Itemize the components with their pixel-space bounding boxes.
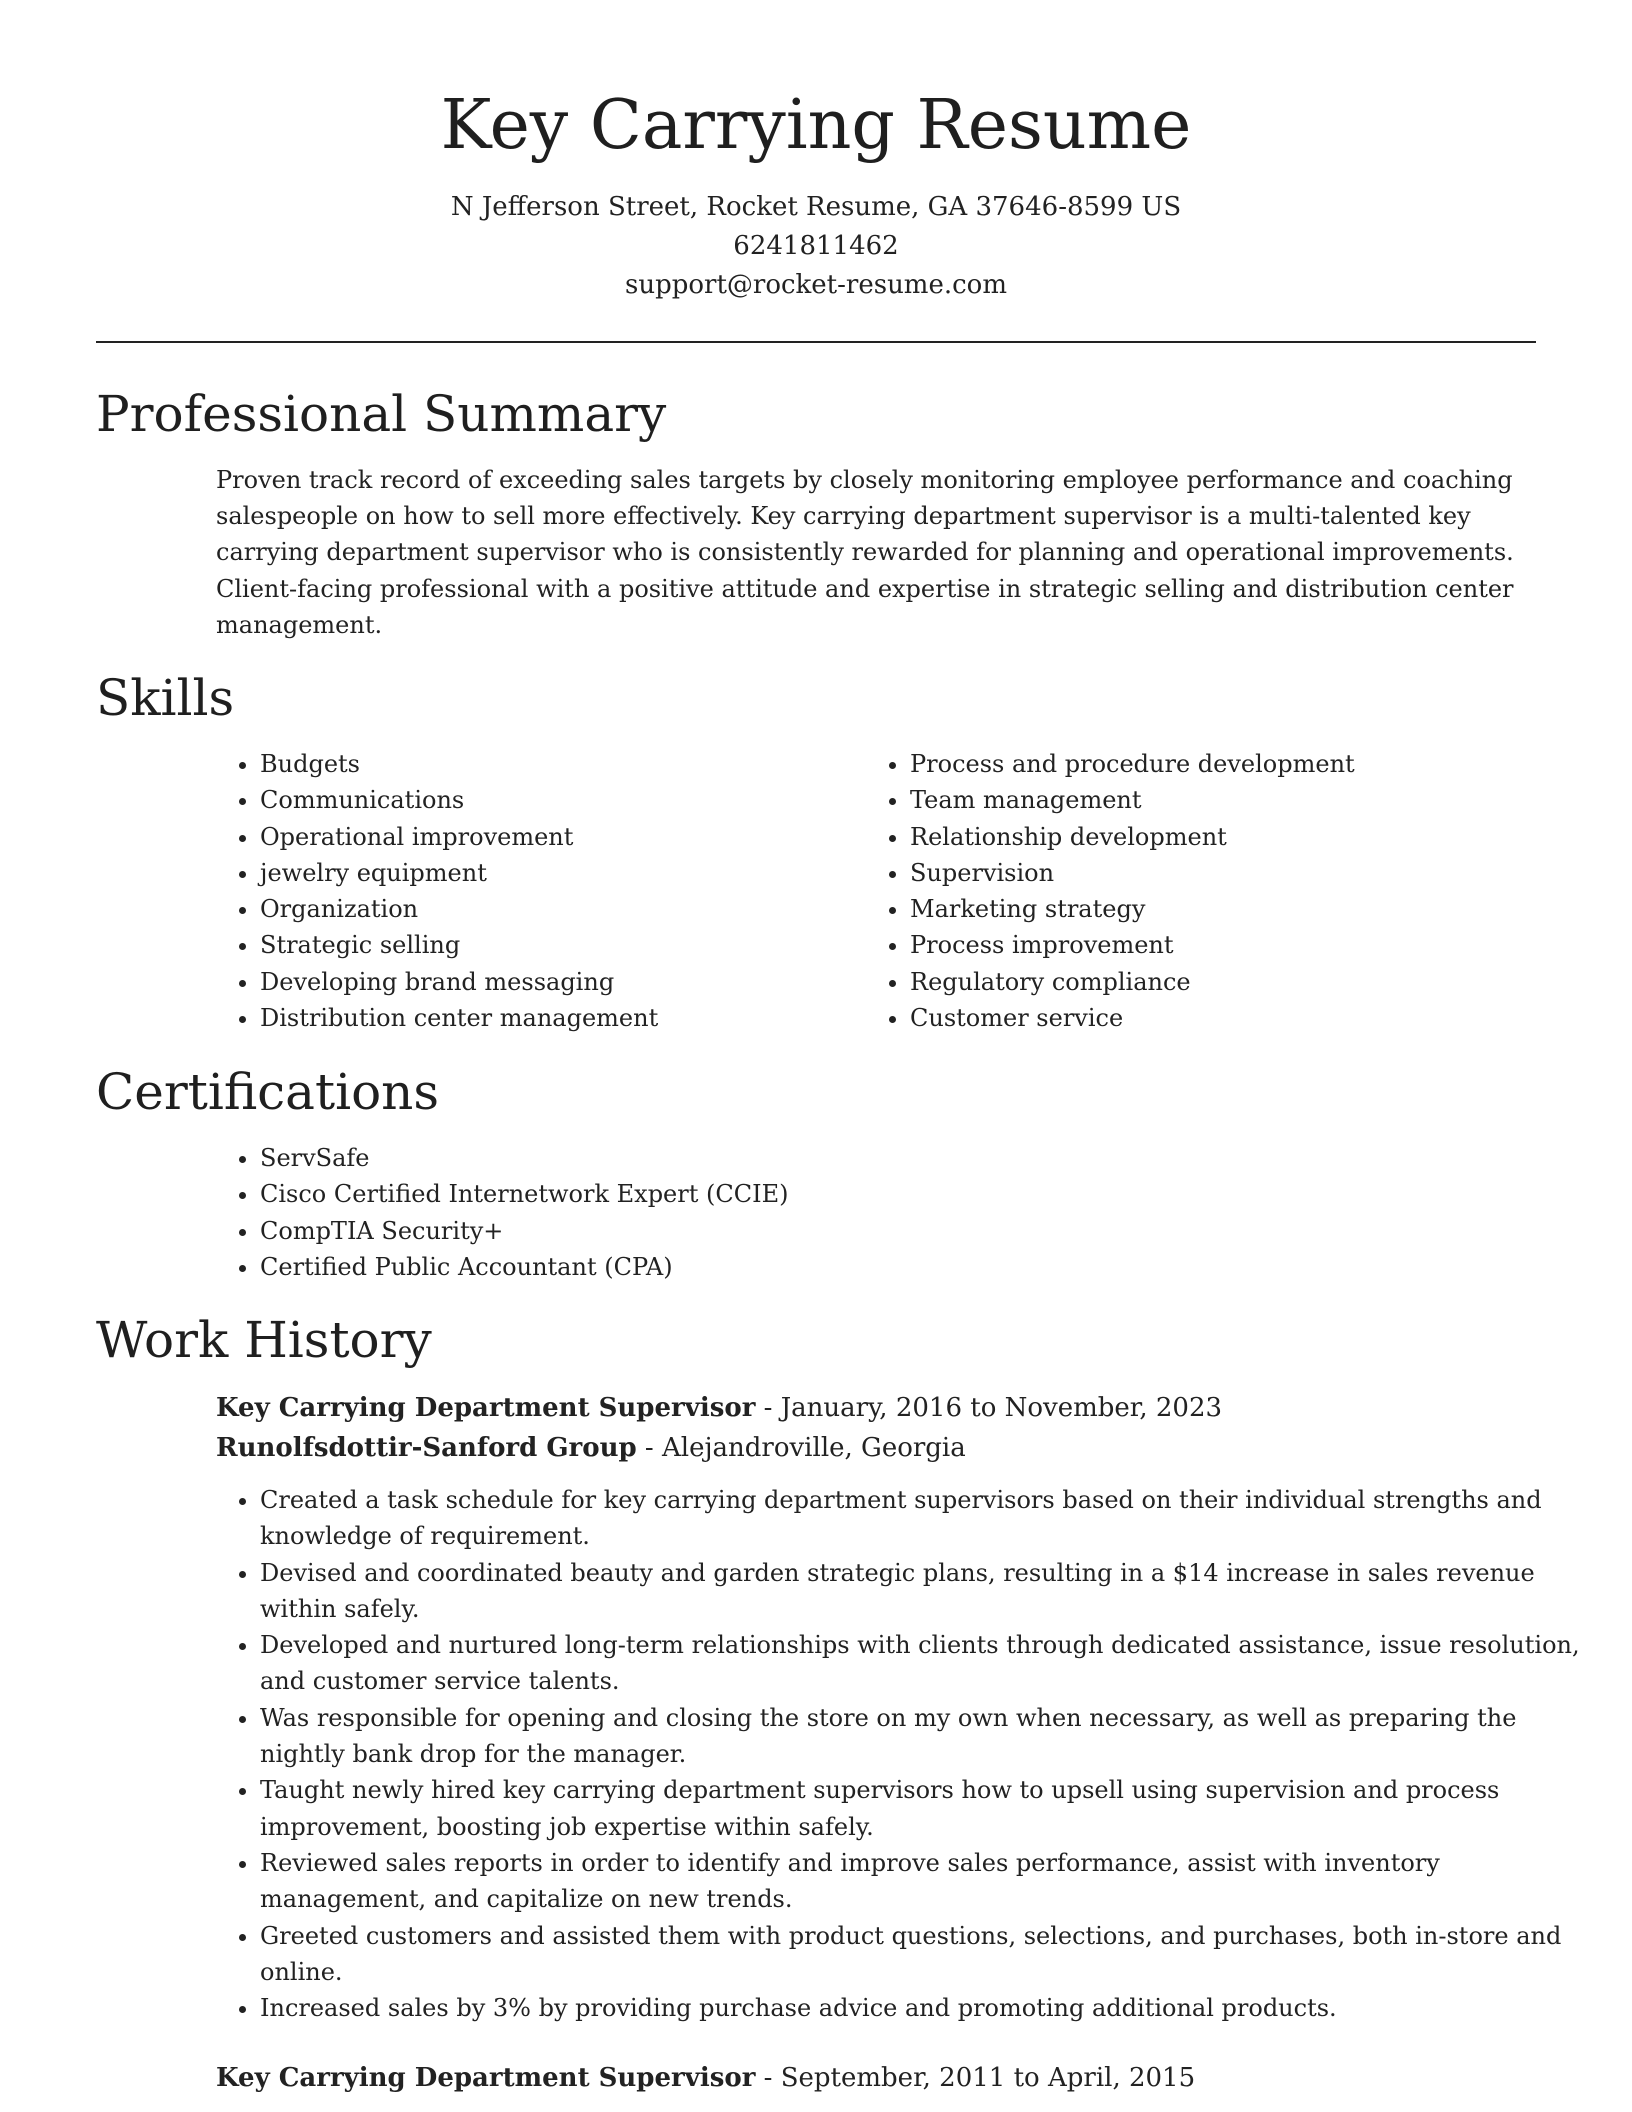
job-title-line — [216, 2058, 1195, 2098]
job-location: - Alejandroville, Georgia — [636, 1433, 966, 1463]
duty-item: • Taught newly hired key carrying department supervisors how to upsell using supervision and process improvement, boosting job expertise within safely. — [260, 1772, 1580, 1845]
job-dates: - January, 2016 to November, 2023 — [755, 1393, 1223, 1423]
job-role: Key Carrying Department Supervisor — [216, 1393, 756, 1423]
duty-item: • Greeted customers and assisted them with product questions, selections, and purchases, both in-store and online. — [260, 1918, 1580, 1991]
skill-item: • jewelry equipment — [260, 855, 860, 891]
job-duties-list — [216, 1482, 1580, 2026]
job-role: Key Carrying Department Supervisor — [216, 2063, 756, 2093]
resume-title: Key Carrying Resume — [440, 86, 1192, 165]
certification-item: • Cisco Certified Internetwork Expert (CCIE) — [260, 1176, 1460, 1212]
skill-item: • Process and procedure development — [910, 746, 1550, 782]
skill-item: • Regulatory compliance — [910, 964, 1550, 1000]
skill-item: • Strategic selling — [260, 927, 860, 963]
job-company: Runolfsdottir-Sanford Group — [216, 1433, 637, 1463]
skill-item: • Budgets — [260, 746, 860, 782]
skill-item: • Distribution center management — [260, 1000, 860, 1036]
resume-header — [0, 78, 1632, 305]
work-history-heading: Work History — [96, 1311, 432, 1369]
certification-item: • CompTIA Security+ — [260, 1213, 1460, 1249]
skill-item: • Relationship development — [910, 819, 1550, 855]
summary-text: Proven track record of exceeding sales targets by closely monitoring employee performance and coaching salespeople on how to sell more effectively. Key carrying department supervisor is a multi-talented key carrying department supervisor who is consistently rewarded for planning and operational improvements. Client-facing professional with a positive attitude and expertise in strategic selling and distribution center management. — [216, 466, 1514, 639]
skill-item: • Team management — [910, 782, 1550, 818]
skill-item: • Supervision — [910, 855, 1550, 891]
job-dates: - September, 2011 to April, 2015 — [755, 2063, 1196, 2093]
duty-item: • Was responsible for opening and closing the store on my own when necessary, as well as preparing the nightly bank drop for the manager. — [260, 1700, 1580, 1773]
address-line: N Jefferson Street, Rocket Resume, GA 37646-8599 US — [450, 192, 1182, 222]
skills-list-left — [216, 746, 860, 1036]
job-title-line — [216, 1388, 1222, 1428]
email-line: support@rocket-resume.com — [624, 270, 1007, 300]
skill-item: • Marketing strategy — [910, 891, 1550, 927]
duty-item: • Developed and nurtured long-term relationships with clients through dedicated assistance, issue resolution, and customer service talents. — [260, 1627, 1580, 1700]
phone-line: 6241811462 — [733, 231, 899, 261]
skill-item: • Customer service — [910, 1000, 1550, 1036]
certification-item: • Certified Public Accountant (CPA) — [260, 1249, 1460, 1285]
header-divider — [96, 341, 1536, 343]
skill-item: • Process improvement — [910, 927, 1550, 963]
contact-block — [0, 188, 1632, 305]
skills-heading: Skills — [96, 669, 235, 727]
certifications-list — [216, 1140, 1460, 1285]
skill-item: • Developing brand messaging — [260, 964, 860, 1000]
certifications-heading: Certifications — [96, 1063, 440, 1121]
duty-item: • Increased sales by 3% by providing purchase advice and promoting additional products. — [260, 1990, 1580, 2026]
duty-item: • Reviewed sales reports in order to identify and improve sales performance, assist with inventory management, and capitalize on new trends. — [260, 1845, 1580, 1918]
skill-item: • Organization — [260, 891, 860, 927]
certification-item: • ServSafe — [260, 1140, 1460, 1176]
job-company-line — [216, 1428, 966, 1468]
duty-item: • Devised and coordinated beauty and garden strategic plans, resulting in a $14 increase in sales revenue within safely. — [260, 1555, 1580, 1628]
skill-item: • Communications — [260, 782, 860, 818]
skill-item: • Operational improvement — [260, 819, 860, 855]
duty-item: • Created a task schedule for key carrying department supervisors based on their individual strengths and knowledge of requirement. — [260, 1482, 1580, 1555]
summary-heading: Professional Summary — [96, 385, 667, 443]
skills-list-right — [866, 746, 1550, 1036]
